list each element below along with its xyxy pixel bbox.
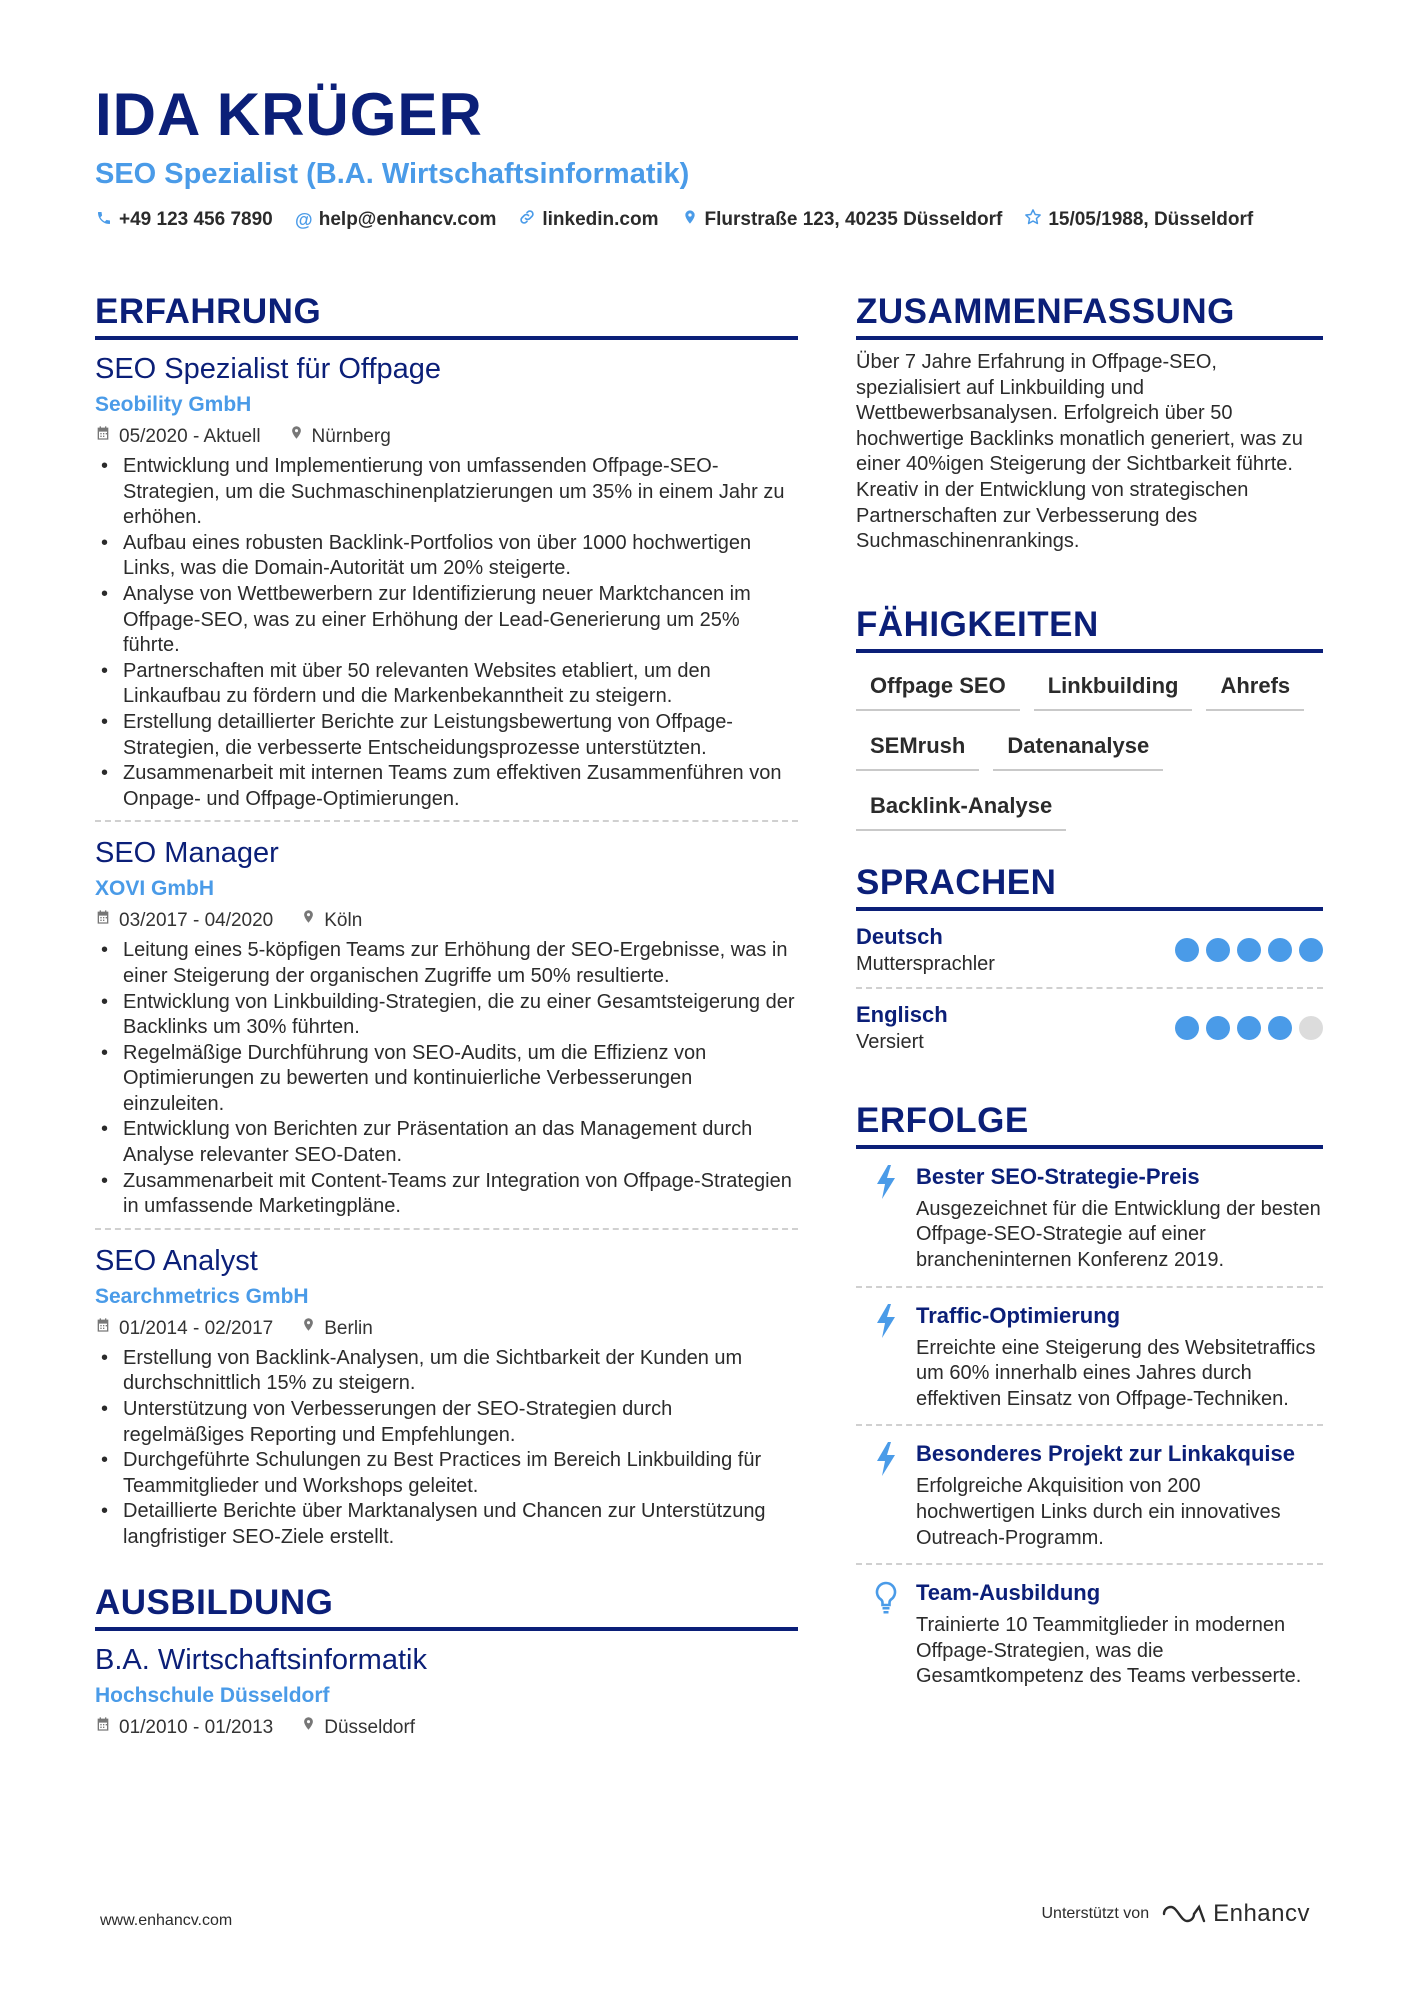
job-location <box>289 424 391 450</box>
rating-dot-empty <box>1299 1016 1323 1040</box>
rating-dot-filled <box>1268 938 1292 962</box>
education-meta <box>95 1715 798 1741</box>
bullet-item: • Partnerschaften mit über 50 relevanten Websites etabliert, um den Linkaufbau zu fördern und die Markenbekanntheit zu steigern. <box>95 659 798 710</box>
enhancv-logo-icon <box>1161 1903 1207 1925</box>
contact-list <box>95 206 1325 234</box>
calendar-icon <box>95 908 111 934</box>
job-location <box>301 908 362 934</box>
bullet-item: • Regelmäßige Durchführung von SEO-Audits, um die Effizienz von Optimierungen zu bewerten und kontinuierliche Verbesserungen einzuleiten. <box>95 1041 798 1118</box>
job-location-text: Köln <box>324 910 363 932</box>
skill-tag: Offpage SEO <box>856 667 1020 711</box>
language-level: Versiert <box>856 1030 924 1053</box>
footer-website[interactable]: www.enhancv.com <box>100 1912 233 1929</box>
lightning-icon <box>856 1440 916 1551</box>
rating-dot-filled <box>1299 938 1323 962</box>
job-location <box>301 1316 373 1342</box>
left-column <box>95 290 798 1741</box>
education-school: Hochschule Düsseldorf <box>95 1683 330 1707</box>
rating-dot-filled <box>1268 1016 1292 1040</box>
education-degree: B.A. Wirtschaftsinformatik <box>95 1643 427 1676</box>
footer-branding[interactable] <box>1041 1900 1310 1928</box>
right-column <box>856 290 1323 1702</box>
bullet-item: • Aufbau eines robusten Backlink-Portfolios von über 1000 hochwertigen Links, was die Domain-Autorität um 20% steigerte. <box>95 531 798 582</box>
skill-tag: Backlink-Analyse <box>856 787 1066 831</box>
location-icon <box>681 206 699 234</box>
education-dates: 01/2010 - 01/2013 <box>119 1716 274 1738</box>
job-dates: 01/2014 - 02/2017 <box>119 1317 274 1339</box>
lightning-icon <box>856 1302 916 1413</box>
skills-list <box>856 667 1323 847</box>
candidate-name: IDA KRÜGER <box>95 81 483 148</box>
language-level: Muttersprachler <box>856 952 995 975</box>
contact-text: help@enhancv.com <box>318 209 497 230</box>
contact-email[interactable] <box>295 206 497 234</box>
experience-section-title: ERFAHRUNG <box>95 290 798 340</box>
bullet-item: • Entwicklung von Berichten zur Präsentation an das Management durch Analyse relevanter SEO-Daten. <box>95 1117 798 1168</box>
achievement-item <box>856 1288 1323 1425</box>
contact-birth <box>1024 206 1253 234</box>
achievement-desc: Erfolgreiche Akquisition von 200 hochwertigen Links durch ein innovatives Outreach-Programm. <box>916 1475 1281 1549</box>
rating-dot-filled <box>1175 938 1199 962</box>
achievement-title: Team-Ausbildung <box>916 1580 1101 1606</box>
summary-text: Über 7 Jahre Erfahrung in Offpage-SEO, spezialisiert auf Linkbuilding und Wettbewerbsanalysen. Erfolgreich über 50 hochwertige Backlinks monatlich generiert, was zu einer 40%igen Steigerung der Sichtbarkeit führte. Kreativ in der Entwicklung von strategischen Partnerschaften zur Verbesserung des Suchmaschinenrankings. <box>856 351 1303 553</box>
language-rating <box>1168 938 1323 962</box>
resume-header <box>95 80 1325 234</box>
language-item <box>856 989 1323 1065</box>
achievement-title: Traffic-Optimierung <box>916 1302 1121 1328</box>
job-company: XOVI GmbH <box>95 877 215 901</box>
job-meta <box>95 424 798 450</box>
rating-dot-filled <box>1175 1016 1199 1040</box>
skill-tag: SEMrush <box>856 727 979 771</box>
calendar-icon <box>95 424 111 450</box>
bullet-item: • Durchgeführte Schulungen zu Best Practices im Bereich Linkbuilding für Teammitglieder und Workshops geleitet. <box>95 1448 798 1499</box>
job-company: Seobility GmbH <box>95 393 252 416</box>
language-item <box>856 911 1323 987</box>
job-dates: 03/2017 - 04/2020 <box>119 910 274 932</box>
education-location-text: Düsseldorf <box>324 1716 416 1738</box>
brand-name: Enhancv <box>1213 1900 1310 1927</box>
job-meta <box>95 1316 798 1342</box>
job-title: SEO Manager <box>95 837 279 870</box>
calendar-icon <box>95 1316 111 1342</box>
job-title: SEO Spezialist für Offpage <box>95 353 442 385</box>
candidate-title: SEO Spezialist (B.A. Wirtschaftsinformatik) <box>95 158 690 190</box>
location-icon <box>289 424 304 450</box>
job-location-text: Nürnberg <box>311 426 391 447</box>
divider <box>95 1228 798 1230</box>
job-location-text: Berlin <box>324 1317 373 1339</box>
calendar-icon <box>95 1715 111 1741</box>
contact-text: linkedin.com <box>542 209 659 230</box>
achievement-title: Besonderes Projekt zur Linkakquise <box>916 1441 1296 1467</box>
language-rating <box>1168 1016 1323 1040</box>
bullet-item: • Unterstützung von Verbesserungen der SEO-Strategien durch regelmäßiges Reporting und Empfehlungen. <box>95 1397 798 1448</box>
skill-tag: Linkbuilding <box>1034 667 1193 711</box>
job-bullets <box>95 1346 798 1551</box>
phone-icon <box>95 206 113 234</box>
powered-by-text: Unterstützt von <box>1041 1905 1150 1922</box>
job-bullets <box>95 938 798 1220</box>
rating-dot-filled <box>1206 938 1230 962</box>
lightning-icon <box>856 1163 916 1274</box>
rating-dot-filled <box>1206 1016 1230 1040</box>
contact-linkedin[interactable] <box>518 206 658 234</box>
job-entry <box>95 340 798 822</box>
at-icon: @ <box>294 210 313 230</box>
achievement-item <box>856 1426 1323 1563</box>
achievements-section-title: ERFOLGE <box>856 1099 1323 1149</box>
contact-address <box>681 206 1003 234</box>
achievement-title: Bester SEO-Strategie-Preis <box>916 1163 1200 1189</box>
job-entry <box>95 1232 798 1551</box>
achievement-desc: Erreichte eine Steigerung des Websitetraffics um 60% innerhalb eines Jahres durch effektiven Einsatz von Offpage-Techniken. <box>916 1336 1316 1410</box>
contact-text: 15/05/1988, Düsseldorf <box>1048 209 1254 230</box>
lightbulb-icon <box>856 1579 916 1690</box>
skills-section-title: FÄHIGKEITEN <box>856 603 1323 653</box>
contact-text: +49 123 456 7890 <box>119 209 273 230</box>
job-meta <box>95 908 798 934</box>
bullet-item: • Erstellung detaillierter Berichte zur Leistungsbewertung von Offpage-Strategien, die verbesserte Entscheidungsprozesse unterstützten. <box>95 710 798 761</box>
summary-section-title: ZUSAMMENFASSUNG <box>856 290 1323 340</box>
bullet-item: • Zusammenarbeit mit Content-Teams zur Integration von Offpage-Strategien in umfassende Marketingpläne. <box>95 1169 798 1220</box>
job-entry <box>95 824 798 1230</box>
star-icon <box>1024 206 1042 234</box>
job-bullets <box>95 454 798 812</box>
language-name: Deutsch <box>856 923 943 949</box>
location-icon <box>301 908 316 934</box>
bullet-item: • Analyse von Wettbewerbern zur Identifizierung neuer Marktchancen im Offpage-SEO, was zu einer Erhöhung der Lead-Generierung um 25% führte. <box>95 582 798 659</box>
location-icon <box>301 1316 316 1342</box>
language-name: Englisch <box>856 1001 948 1027</box>
divider <box>95 820 798 822</box>
link-icon <box>518 206 536 234</box>
contact-text: Flurstraße 123, 40235 Düsseldorf <box>704 209 1003 230</box>
bullet-item: • Leitung eines 5-köpfigen Teams zur Erhöhung der SEO-Ergebnisse, was in einer Steigerung der organischen Zugriffe um 50% resultierte. <box>95 938 798 989</box>
achievement-item <box>856 1149 1323 1286</box>
bullet-item: • Zusammenarbeit mit internen Teams zum effektiven Zusammenführen von Onpage- und Offpage-Optimierungen. <box>95 761 798 812</box>
education-entry <box>95 1631 798 1741</box>
languages-section-title: SPRACHEN <box>856 861 1323 911</box>
achievement-desc: Trainierte 10 Teammitglieder in modernen Offpage-Strategien, was die Gesamtkompetenz des Teams verbesserte. <box>916 1614 1302 1688</box>
education-section-title: AUSBILDUNG <box>95 1581 798 1631</box>
job-company: Searchmetrics GmbH <box>95 1284 309 1308</box>
bullet-item: • Erstellung von Backlink-Analysen, um die Sichtbarkeit der Kunden um durchschnittlich 15% zu steigern. <box>95 1346 798 1397</box>
contact-phone[interactable] <box>95 206 273 234</box>
skill-tag: Datenanalyse <box>993 727 1163 771</box>
skill-tag: Ahrefs <box>1206 667 1304 711</box>
bullet-item: • Entwicklung von Linkbuilding-Strategien, die zu einer Gesamtsteigerung der Backlinks um 30% führten. <box>95 990 798 1041</box>
rating-dot-filled <box>1237 1016 1261 1040</box>
bullet-item: • Detaillierte Berichte über Marktanalysen und Chancen zur Unterstützung langfristiger SEO-Ziele erstellt. <box>95 1499 798 1550</box>
job-dates: 05/2020 - Aktuell <box>119 426 261 447</box>
location-icon <box>301 1715 316 1741</box>
bullet-item: • Entwicklung und Implementierung von umfassenden Offpage-SEO-Strategien, um die Suchmaschinenplatzierungen um 35% in einem Jahr zu erhöhen. <box>95 454 798 531</box>
education-location <box>301 1715 415 1741</box>
achievement-item <box>856 1565 1323 1702</box>
rating-dot-filled <box>1237 938 1261 962</box>
achievement-desc: Ausgezeichnet für die Entwicklung der besten Offpage-SEO-Strategie auf einer brancheninternen Konferenz 2019. <box>916 1197 1321 1271</box>
job-title: SEO Analyst <box>95 1244 258 1277</box>
